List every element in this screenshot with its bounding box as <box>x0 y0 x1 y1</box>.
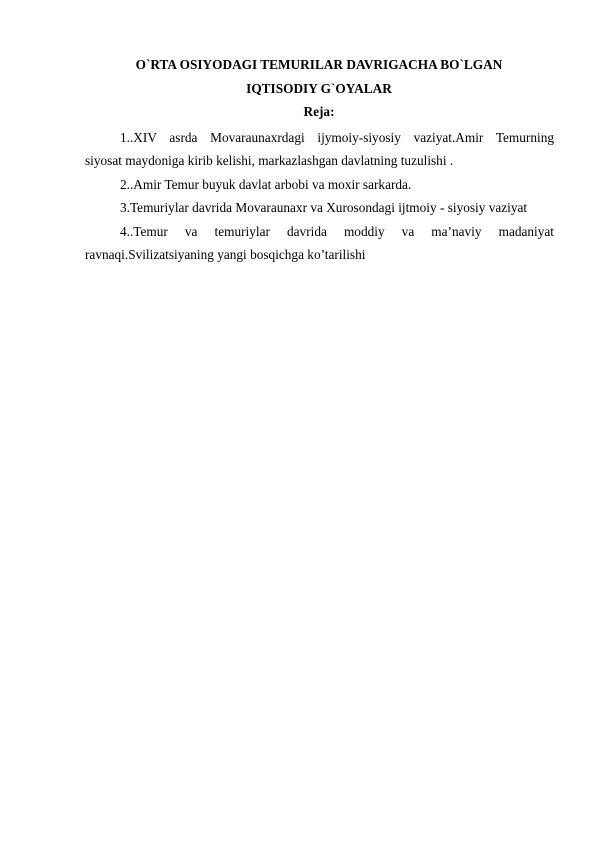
plan-item-1-line-2: siyosat maydoniga kirib kelishi, markazlashgan davlatning tuzulishi . <box>85 153 454 168</box>
plan-item-4-line-1: 4..Temur va temuriylar davrida moddiy va ma’naviy madaniyat <box>120 224 554 239</box>
document-title-line-1: O`RTA OSIYODAGI TEMURILAR DAVRIGACHA BO`LGAN <box>135 57 503 72</box>
plan-heading: Reja: <box>303 104 335 119</box>
document-title-line-2: IQTISODIY G`OYALAR <box>246 81 392 96</box>
plan-item-3: 3.Temuriylar davrida Movaraunaxr va Xurosondagi ijtmoiy - siyosiy vaziyat <box>120 200 528 215</box>
plan-item-4-line-2: ravnaqi.Svilizatsiyaning yangi bosqichga ko’tarilishi <box>85 247 366 262</box>
plan-item-1-line-1: 1..XIV asrda Movaraunaxrdagi ijymoiy-siyosiy vaziyat.Amir Temurning <box>120 130 554 145</box>
plan-item-2: 2..Amir Temur buyuk davlat arbobi va moxir sarkarda. <box>120 177 412 192</box>
